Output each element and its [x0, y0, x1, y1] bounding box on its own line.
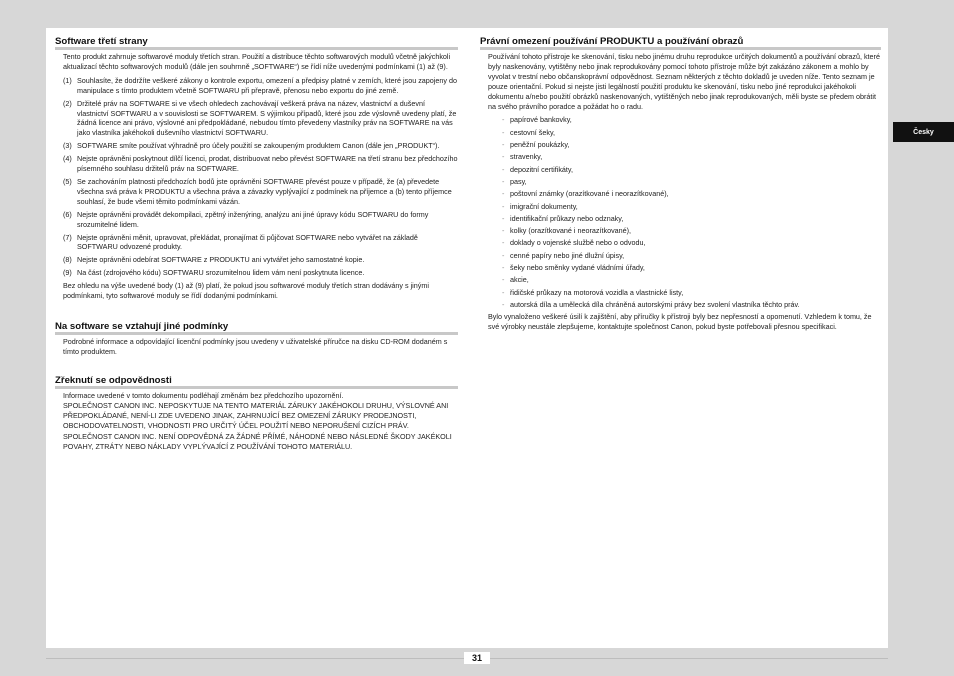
list-item-number: (2): [63, 98, 72, 108]
list-item: [55, 255, 458, 265]
list-item-text: cestovní šeky,: [510, 127, 556, 137]
bullet-dash-icon: -: [502, 164, 505, 174]
bullet-dash-icon: -: [502, 140, 505, 150]
list-item-text: šeky nebo směnky vydané vládními úřady,: [510, 263, 645, 272]
list-item-number: (6): [63, 209, 72, 219]
list-item: [55, 141, 458, 151]
list-item-text: Se zachováním platnosti předchozích bodů jste oprávněni SOFTWARE převést pouze v případě, že (a) převedete všechna svá práva k PRODUKTU a všechna práva a závazky vyplývající z podmínek na příjemce a (b) tento příjemce souhlasí, že bude všemi těmito podmínkami vázán.: [77, 176, 452, 206]
restricted-documents-list: [480, 115, 881, 309]
language-tab[interactable]: Česky: [893, 122, 954, 142]
list-item-number: (8): [63, 255, 72, 265]
list-item-text: doklady o vojenské službě nebo o odvodu,: [510, 238, 646, 248]
left-column: [55, 36, 458, 457]
bullet-dash-icon: -: [502, 152, 505, 162]
list-item-text: papírové bankovky,: [510, 115, 572, 125]
section-heading-legal-limitations: Právní omezení používání PRODUKTU a používání obrazů: [480, 36, 881, 50]
list-item-text: poštovní známky (orazítkované i neorazítkované),: [510, 189, 669, 199]
bullet-dash-icon: -: [502, 299, 505, 309]
list-item: [480, 300, 881, 310]
disclaimer-notice: Informace uvedené v tomto dokumentu podléhají změnám bez předchozího upozornění.: [63, 390, 344, 400]
list-item-text: pasy,: [510, 176, 527, 186]
other-terms-text: Podrobné informace a odpovídající licenční podmínky jsou uvedeny v uživatelské příručce na disku CD-ROM dodaném s tímto produktem.: [63, 336, 448, 356]
section-intro: Tento produkt zahrnuje softwarové moduly třetích stran. Použití a distribuce těchto softwarových modulů včetně jakýchkoli aktualizací těchto softwarových modulů (dále jen souhrnně „SOFTWARE“) se řídí níže uvedenými podmínkami (1) až (9).: [63, 52, 451, 71]
list-item: [480, 214, 881, 224]
bullet-dash-icon: -: [502, 263, 505, 272]
list-item-number: (9): [63, 268, 72, 278]
list-item-text: peněžní poukázky,: [510, 140, 570, 150]
section-heading-third-party-software: Software třetí strany: [55, 36, 458, 50]
list-item: [480, 115, 881, 125]
bullet-dash-icon: -: [502, 226, 505, 236]
bullet-dash-icon: -: [502, 115, 505, 125]
bullet-dash-icon: -: [502, 275, 505, 285]
bullet-dash-icon: -: [502, 238, 505, 248]
list-item: [480, 177, 881, 187]
bullet-dash-icon: -: [502, 201, 505, 211]
list-item: [55, 210, 458, 230]
bullet-dash-icon: -: [502, 189, 505, 199]
page-number: 31: [464, 652, 490, 664]
list-item-text: stravenky,: [510, 152, 543, 162]
list-item: [480, 275, 881, 285]
list-item: [55, 177, 458, 207]
section-outro: Bez ohledu na výše uvedené body (1) až (9) platí, že pokud jsou softwarové moduly třetích stran dodávány s jinými podmínkami, tyto softwarové moduly se řídí dodanými podmínkami.: [63, 281, 429, 301]
list-item-number: (7): [63, 232, 72, 242]
legal-outro: Bylo vynaloženo veškeré úsilí k zajištění, aby příručky k přístroji byly bez nepřesností a opomenutí. Vzhledem k tomu, že své výrobky neustále zlepšujeme, kontaktujte společnost Canon, pokud byste potřebovali přesnou specifikaci.: [488, 312, 872, 332]
list-item-number: (4): [63, 154, 72, 164]
bullet-dash-icon: -: [502, 127, 505, 137]
list-item-text: Nejste oprávněni provádět dekompilaci, zpětný inženýring, analýzu ani jiné úpravy kódu SOFTWARU do formy srozumitelné lidem.: [77, 209, 429, 229]
list-item-text: Držitelé práv na SOFTWARE si ve všech ohledech zachovávají veškerá práva na název, vlastnictví a duševní vlastnictví SOFTWARU a v souvislosti se SOFTWAREM. S výjimkou případů, které jsou zde výslovně uvedeny platí, že žádná licence ani právo, výslovné ani předpokládané, nebudou tímto převedeny vlastníky práv na SOFTWARE na vás jako vlastníka jakéhokoli duševního vlastnictví SOFTWARU.: [77, 98, 457, 138]
legal-intro: Používání tohoto přístroje ke skenování, tisku nebo jinému druhu reprodukce určitých dokumentů a používání obrazů, které byly naskenovány, vytištěny nebo jinak reprodukovány pomocí tohoto přístroje může být zakázáno zákonem a mohlo by vyvolat v trestní nebo občanskoprávní odpovědnost. Seznam některých z těchto dokladů je uveden níže. Tento seznam je pouze orientační. Pokud si nejste jisti legálností použití produktu ke skenování, tisku nebo jiné reprodukci jakéhokoli dokumentu a/nebo použití obrázků naskenovaných, vytištěných nebo jinak reprodukovaných, měli byste se předem obrátit na svého právního poradce a požádat ho o radu.: [488, 52, 880, 111]
list-item: [480, 288, 881, 298]
list-item: [480, 263, 881, 273]
list-item-number: (1): [63, 75, 72, 85]
list-item: [480, 128, 881, 138]
list-item: [480, 165, 881, 175]
disclaimer-text: SPOLEČNOST CANON INC. NEPOSKYTUJE NA TENTO MATERIÁL ZÁRUKY JAKÉHOKOLI DRUHU, VÝSLOVNÉ ANI PŘEDPOKLÁDANÉ, NENÍ-LI ZDE UVEDENO JINAK, ZAHRNUJÍCÍ BEZ OMEZENÍ ZÁRUKY PRODEJNOSTI, OBCHODOVATELNOSTI, VHODNOSTI PRO URČITÝ ÚČEL POUŽITÍ NEBO NEPORUŠENÍ CIZÍCH PRÁV. SPOLEČNOST CANON INC. NENÍ ODPOVĚDNÁ ZA ŽÁDNÉ PŘÍMÉ, NÁHODNÉ NEBO NÁSLEDNÉ ŠKODY JAKÉKOLI POVAHY, ZTRÁTY NEBO NÁKLADY VYPLÝVAJÍCÍ Z POUŽÍVÁNÍ TOHOTO MATERIÁLU.: [63, 400, 452, 452]
list-item-text: Souhlasíte, že dodržíte veškeré zákony o kontrole exportu, omezení a předpisy platné v zemích, které jsou zapojeny do manipulace s tímto produktem včetně SOFTWARU při přepravě, přenosu nebo exportu do jiné země.: [77, 75, 457, 95]
list-item-text: autorská díla a umělecká díla chráněná autorskými právy bez svolení vlastníka těchto práv.: [510, 299, 800, 309]
list-item: [55, 154, 458, 174]
list-item-text: řidičské průkazy na motorová vozidla a vlastnické listy,: [510, 287, 684, 297]
section-heading-disclaimer: Zřeknutí se odpovědnosti: [55, 375, 458, 389]
list-item-text: Nejste oprávněni poskytnout dílčí licenci, prodat, distribuovat nebo převést SOFTWARE na třetí stranu bez předchozího písemného souhlasu držitelů práv na SOFTWARE.: [77, 154, 458, 174]
list-item: [480, 226, 881, 236]
list-item: [55, 99, 458, 139]
list-item-number: (5): [63, 176, 72, 186]
list-item-text: kolky (orazítkované i neorazítkované),: [510, 226, 632, 236]
list-item-text: cenné papíry nebo jiné dlužní úpisy,: [510, 250, 625, 260]
list-item-number: (3): [63, 141, 72, 151]
list-item-text: SOFTWARE smíte používat výhradně pro účely použití se zakoupeným produktem Canon (dále jen „PRODUKT“).: [77, 141, 440, 151]
list-item: [480, 140, 881, 150]
list-item-text: imigrační dokumenty,: [510, 201, 578, 211]
list-item: [480, 189, 881, 199]
list-item-text: akcie,: [510, 275, 529, 285]
list-item-text: identifikační průkazy nebo odznaky,: [510, 213, 624, 223]
list-item: [55, 233, 458, 253]
bullet-dash-icon: -: [502, 287, 505, 297]
section-heading-other-terms: Na software se vztahují jiné podmínky: [55, 321, 458, 335]
terms-list: [55, 76, 458, 278]
list-item-text: depozitní certifikáty,: [510, 164, 573, 174]
bullet-dash-icon: -: [502, 213, 505, 223]
list-item: [480, 238, 881, 248]
list-item: [55, 76, 458, 96]
list-item: [55, 268, 458, 278]
list-item-text: Nejste oprávněni měnit, upravovat, překládat, pronajímat či půjčovat SOFTWARE nebo vytvářet na základě SOFTWARU odvozené produkty.: [77, 232, 418, 252]
list-item-text: Nejste oprávněni odebírat SOFTWARE z PRODUKTU ani vytvářet jeho samostatné kopie.: [77, 255, 365, 265]
list-item: [480, 251, 881, 261]
list-item: [480, 152, 881, 162]
list-item-text: Na část (zdrojového kódu) SOFTWARU srozumitelnou lidem vám není poskytnuta licence.: [77, 268, 365, 278]
bullet-dash-icon: -: [502, 176, 505, 186]
list-item: [480, 202, 881, 212]
right-column: [480, 36, 881, 336]
bullet-dash-icon: -: [502, 250, 505, 260]
